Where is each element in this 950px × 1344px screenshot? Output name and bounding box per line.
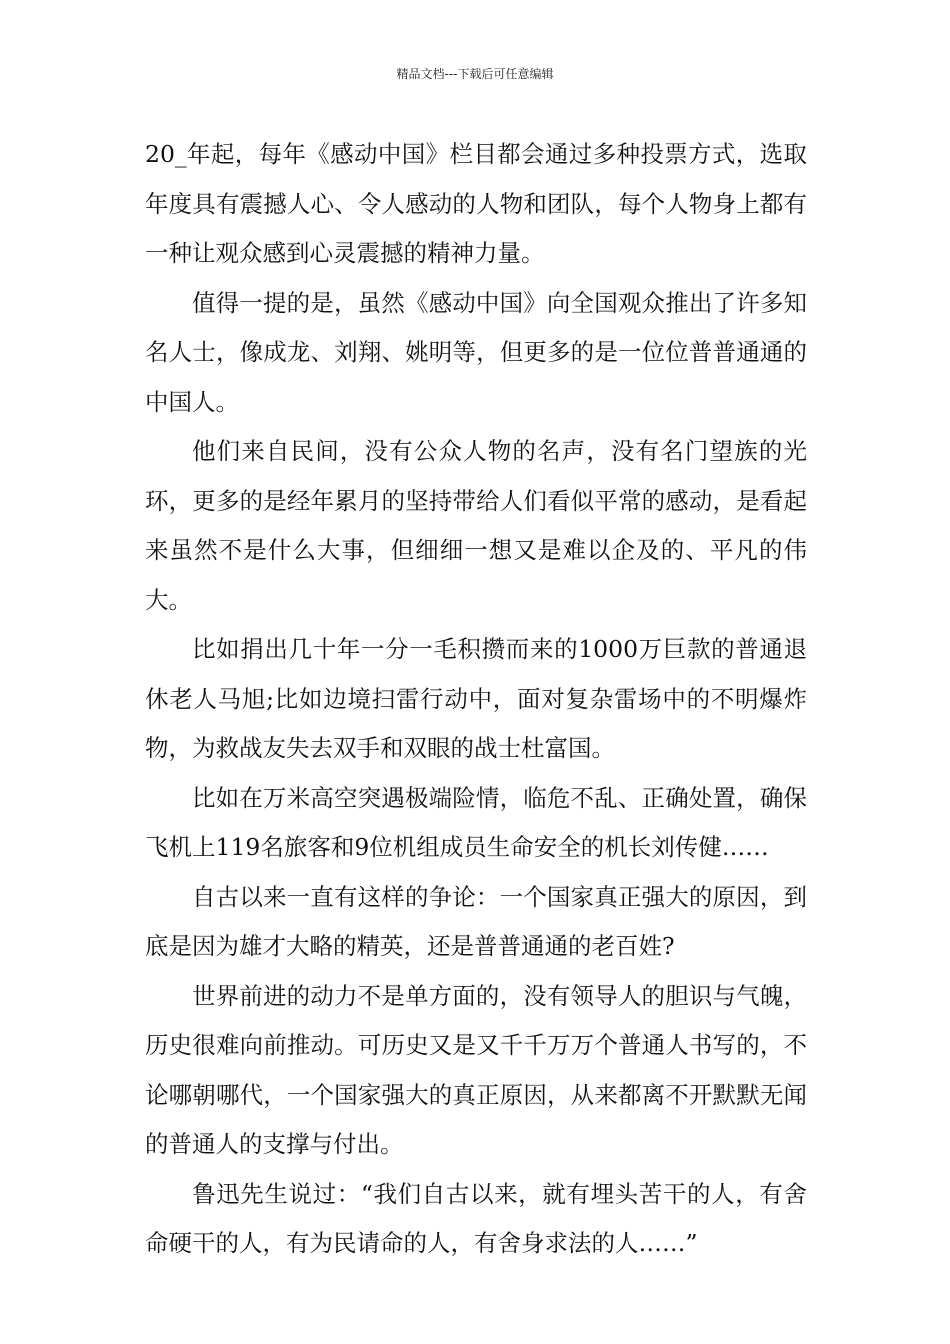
paragraph: 比如在万米高空突遇极端险情，临危不乱、正确处置，确保飞机上119名旅客和9位机组成员生命安全的机长刘传健…… (145, 783, 807, 861)
paragraph: 自古以来一直有这样的争论：一个国家真正强大的原因，到底是因为雄才大略的精英，还是普普通通的老百姓? (145, 882, 807, 960)
paragraph: 值得一提的是，虽然《感动中国》向全国观众推出了许多知名人士，像成龙、刘翔、姚明等，但更多的是一位位普普通通的中国人。 (145, 288, 807, 416)
paragraph: 世界前进的动力不是单方面的，没有领导人的胆识与气魄，历史很难向前推动。可历史又是又千千万万个普通人书写的，不论哪朝哪代，一个国家强大的真正原因，从来都离不开默默无闻的普通人的支撑与付出。 (145, 981, 807, 1158)
paragraph: 20_年起，每年《感动中国》栏目都会通过多种投票方式，选取年度具有震撼人心、令人感动的人物和团队，每个人物身上都有一种让观众感到心灵震撼的精神力量。 (145, 140, 807, 267)
paragraph: 鲁迅先生说过：“我们自古以来，就有埋头苦干的人，有舍命硬干的人，有为民请命的人，有舍身求法的人……” (145, 1179, 807, 1257)
paragraph: 比如捐出几十年一分一毛积攒而来的1000万巨款的普通退休老人马旭;比如边境扫雷行动中，面对复杂雷场中的不明爆炸物，为救战友失去双手和双眼的战士杜富国。 (145, 635, 807, 762)
paragraph: 他们来自民间，没有公众人物的名声，没有名门望族的光环，更多的是经年累月的坚持带给人们看似平常的感动，是看起来虽然不是什么大事，但细细一想又是难以企及的、平凡的伟大。 (145, 437, 807, 614)
page-header: 精品文档---下载后可任意编辑 (396, 67, 554, 81)
document-body (145, 130, 807, 1269)
